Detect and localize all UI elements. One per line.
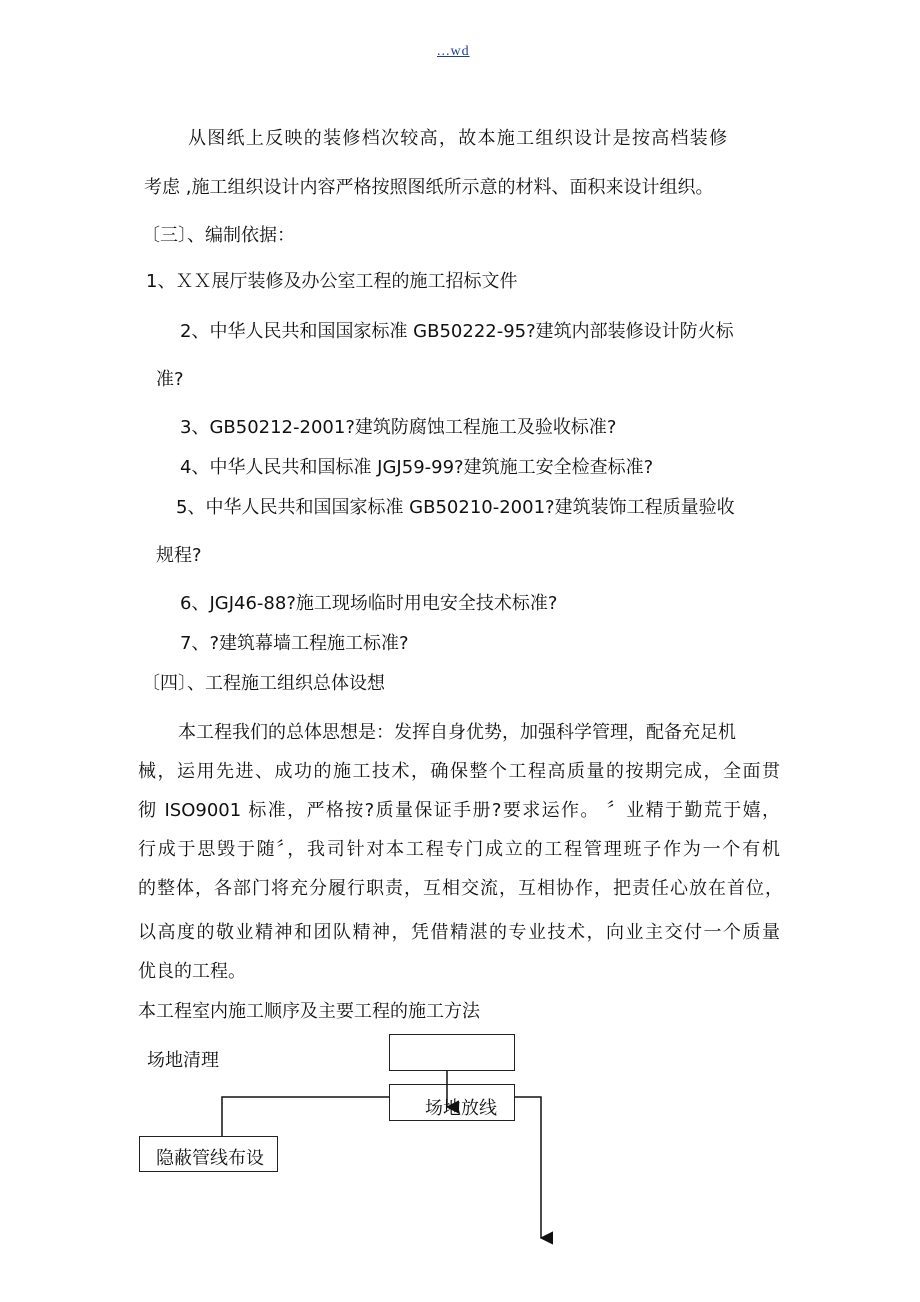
basis-item-2-cont: 准? [156, 369, 184, 390]
body-line-7: 优良的工程。 [138, 961, 246, 982]
intro-line-1: 从图纸上反映的装修档次较高，故本施工组织设计是按高档装修 [188, 128, 729, 149]
body-line-2: 械，运用先进、成功的施工技术，确保整个工程高质量的按期完成，全面贯 [138, 761, 780, 782]
body-line-3: 彻 ISO9001 标准，严格按?质量保证手册?要求运作。 〞业精于勤荒于嬉， [138, 800, 780, 821]
basis-item-7: 7、?建筑幕墙工程施工标准? [180, 633, 409, 654]
basis-item-4: 4、中华人民共和国标准 JGJ59-99?建筑施工安全检查标准? [180, 457, 654, 478]
connector-layout-to-pipes [222, 1097, 389, 1136]
section-3-heading: 〔三〕、编制依据： [142, 225, 295, 246]
section-4-heading: 〔四〕、工程施工组织总体设想 [142, 673, 385, 694]
flow-step-concealed-pipes: 隐蔽管线布设 [156, 1148, 264, 1169]
body-line-6: 以高度的敬业精神和团队精神，凭借精湛的专业技术，向业主交付一个质量 [138, 922, 780, 943]
basis-item-5-cont: 规程? [156, 545, 202, 566]
body-line-1: 本工程我们的总体思想是：发挥自身优势，加强科学管理，配备充足机 [178, 722, 736, 743]
basis-item-1: 1、ＸＸ展厅装修及办公室工程的施工招标文件 [146, 271, 518, 292]
header-mark: ...wd [437, 44, 470, 59]
arrow-layout-down-right [515, 1097, 541, 1238]
basis-item-2: 2、中华人民共和国国家标准 GB50222-95?建筑内部装修设计防火标 [180, 321, 734, 342]
basis-item-3: 3、GB50212-2001?建筑防腐蚀工程施工及验收标准? [180, 417, 617, 438]
flow-box-top [389, 1034, 515, 1071]
basis-item-5: 5、中华人民共和国国家标准 GB50210-2001?建筑装饰工程质量验收 [176, 497, 735, 518]
flow-step-site-layout: 场地放线 [425, 1098, 497, 1119]
intro-line-2: 考虑 ,施工组织设计内容严格按照图纸所示意的材料、面积来设计组织。 [144, 177, 714, 198]
basis-item-6: 6、JGJ46-88?施工现场临时用电安全技术标准? [180, 593, 558, 614]
body-line-4: 行成于思毁于随〞，我司针对本工程专门成立的工程管理班子作为一个有机 [138, 839, 780, 860]
body-line-5: 的整体，各部门将充分履行职责，互相交流，互相协作，把责任心放在首位， [138, 878, 783, 899]
flow-title: 本工程室内施工顺序及主要工程的施工方法 [138, 1001, 480, 1022]
flow-step-site-clearing: 场地清理 [147, 1050, 219, 1071]
